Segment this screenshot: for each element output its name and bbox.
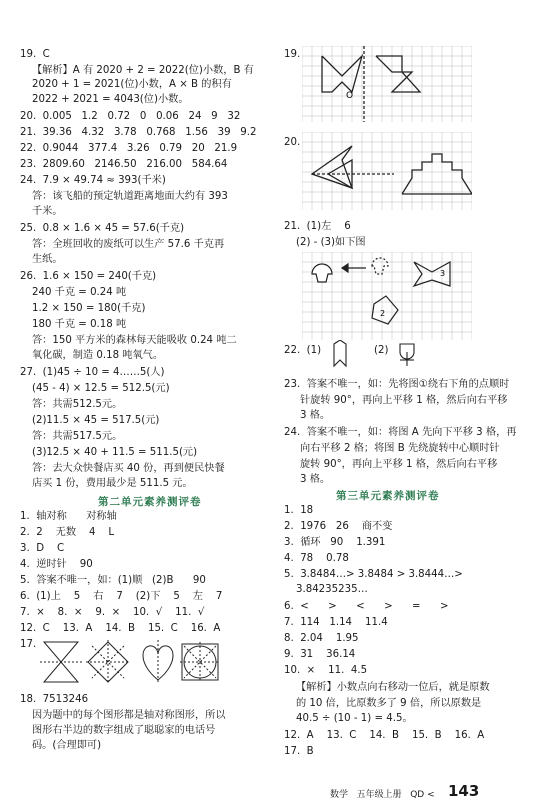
- left-line: 2022 + 2021 = 4043(位)小数。: [32, 94, 189, 105]
- left-line: 21. 39.36 4.32 3.78 0.768 1.56 39 9.2: [20, 127, 257, 138]
- right-line: 10. × 11. 4.5: [284, 665, 368, 676]
- left-line: 生纸。: [32, 254, 63, 265]
- figure-bowtie: [40, 642, 82, 682]
- left-line: 千米。: [32, 206, 63, 217]
- q19-grid-figure: [302, 46, 472, 122]
- right-line: 17. B: [284, 746, 314, 757]
- right-line: 旋转 90°，再向上平移 1 格，然后向右平移: [300, 459, 498, 470]
- left-line: 氧化碳，制造 0.18 吨氧气。: [32, 350, 164, 361]
- right-line: 向右平移 2 格；将图 B 先绕旋转中心顺时针: [300, 443, 500, 454]
- left-line: 19. C: [20, 49, 50, 60]
- right-line: 19.: [284, 49, 301, 60]
- left-line: 1. 轴对称 对称轴: [20, 511, 117, 522]
- left-line: 25. 0.8 × 1.6 × 45 = 57.6(千克): [20, 223, 185, 234]
- left-line: (45 - 4) × 12.5 = 512.5(元): [32, 383, 170, 394]
- shapes: [322, 46, 420, 122]
- right-line: 1. 18: [284, 505, 314, 516]
- right-line: 23. 答案不唯一，如：先将图①绕右下角的点顺时: [284, 379, 510, 390]
- right-line: 4. 78 0.78: [284, 553, 349, 564]
- left-line: 26. 1.6 × 150 = 240(千克): [20, 271, 157, 282]
- right-line: 24. 答案不唯一，如：将图 A 先向下平移 3 格，再: [284, 427, 517, 438]
- figure-diamond: [86, 640, 130, 684]
- left-line: 12. C 13. A 14. B 15. C 16. A: [20, 623, 221, 634]
- left-line: 码。(合理即可): [32, 740, 102, 751]
- left-line: 3. D C: [20, 543, 65, 554]
- left-line: 22. 0.9044 377.4 3.26 0.79 20 21.9: [20, 143, 238, 154]
- left-line: 5. 答案不唯一，如：(1)顺 (2)B 90: [20, 575, 206, 586]
- right-line: 3 格。: [300, 410, 331, 421]
- left-line: 图形右半边的数字组成了聪聪家的电话号: [32, 725, 216, 736]
- grid: [302, 132, 472, 210]
- left-line: 24. 7.9 × 49.74 ≈ 393(千米): [20, 175, 166, 186]
- left-line: 4. 逆时针 90: [20, 559, 93, 570]
- right-line: 的 10 倍，比原数多了 9 倍，所以原数是: [296, 698, 482, 709]
- left-line: 答：共需512.5元。: [32, 399, 123, 410]
- left-line: 答：共需517.5元。: [32, 431, 123, 442]
- figure-square-circle: [180, 642, 220, 682]
- left-line: 7. × 8. × 9. × 10. √ 11. √: [20, 607, 205, 618]
- right-line: 【解析】小数点向右移动一位后，就是原数: [296, 682, 490, 693]
- right-line: 22. (1): [284, 345, 322, 356]
- figure-heart: [143, 640, 173, 684]
- q22-figures: [330, 340, 470, 370]
- right-line: 40.5 ÷ (10 - 1) = 4.5。: [296, 713, 413, 724]
- left-line: 答：150 平方米的森林每天能吸收 0.24 吨二: [32, 335, 237, 346]
- section-title-unit3: 第三单元素养测评卷: [336, 490, 440, 502]
- right-line: 20.: [284, 137, 301, 148]
- right-line: (2): [374, 345, 389, 356]
- left-line: 2020 + 1 = 2021(位)小数，A × B 的积有: [32, 79, 232, 90]
- left-line: 因为题中的每个图形都是轴对称图形，所以: [32, 710, 226, 721]
- shape-2-label: 2: [380, 309, 386, 318]
- footer-grade: 五年级上册: [356, 790, 402, 800]
- right-line: 8. 2.04 1.95: [284, 633, 359, 644]
- right-line: 7. 114 1.14 11.4: [284, 617, 388, 628]
- right-line: 9. 31 36.14: [284, 649, 356, 660]
- left-line: (3)12.5 × 40 + 11.5 = 511.5(元): [32, 447, 198, 458]
- grid: [302, 46, 472, 122]
- left-line: 1.2 × 150 = 180(千克): [32, 303, 146, 314]
- right-line: 12. A 13. C 14. B 15. B 16. A: [284, 730, 485, 741]
- right-line: 5. 3.8484…> 3.8484 > 3.8444…>: [284, 569, 463, 580]
- left-line: 23. 2809.60 2146.50 216.00 584.64: [20, 159, 228, 170]
- right-line: 针旋转 90°，再向上平移 1 格，然后向右平移: [300, 395, 508, 406]
- right-line: 3.84235235…: [296, 584, 368, 595]
- left-line: 27. (1)45 ÷ 10 = 4……5(人): [20, 367, 165, 378]
- left-line: 店买 1 份，费用最少是 511.5 元。: [32, 478, 193, 489]
- right-line: (2) - (3)如下图: [296, 237, 366, 248]
- left-line: 2. 2 无数 4 L: [20, 527, 115, 538]
- left-line: 答：全班回收的废纸可以生产 57.6 千克再: [32, 239, 225, 250]
- right-line: 3. 循环 90 1.391: [284, 537, 386, 548]
- section-title-unit2: 第二单元素养测评卷: [98, 496, 202, 508]
- left-line: 6. (1)上 5 右 7 (2)下 5 左 7: [20, 591, 223, 602]
- left-line: 17.: [20, 639, 37, 650]
- q17-figures: [40, 640, 220, 686]
- left-line: (2)11.5 × 45 = 517.5(元): [32, 415, 160, 426]
- left-line: 答：该飞船的预定轨道距离地面大约有 393: [32, 191, 228, 202]
- point-o-label: O: [346, 91, 354, 101]
- shape-3-label: 3: [440, 269, 446, 278]
- left-line: 【解析】A 有 2020 + 2 = 2022(位)小数，B 有: [32, 65, 254, 76]
- page-number: 143: [448, 782, 480, 800]
- footer-subject: 数学: [330, 790, 349, 800]
- left-line: 18. 7513246: [20, 694, 89, 705]
- right-line: 21. (1)左 6: [284, 221, 351, 232]
- arrow-shape: [334, 340, 346, 366]
- right-line: 2. 1976 26 商不变: [284, 521, 393, 532]
- left-line: 20. 0.005 1.2 0.72 0 0.06 24 9 32: [20, 111, 241, 122]
- q21-grid-figure: [302, 252, 472, 340]
- left-line: 答：去大众快餐店买 40 份，再到便民快餐: [32, 463, 225, 474]
- right-line: 3 格。: [300, 474, 331, 485]
- chevron-left-icon: <: [427, 790, 435, 800]
- left-line: 240 千克 = 0.24 吨: [32, 287, 127, 298]
- left-line: 180 千克 = 0.18 吨: [32, 319, 127, 330]
- footer-edition: QD: [410, 790, 425, 800]
- right-line: 6. < > < > = >: [284, 601, 449, 612]
- q20-grid-figure: [302, 132, 472, 210]
